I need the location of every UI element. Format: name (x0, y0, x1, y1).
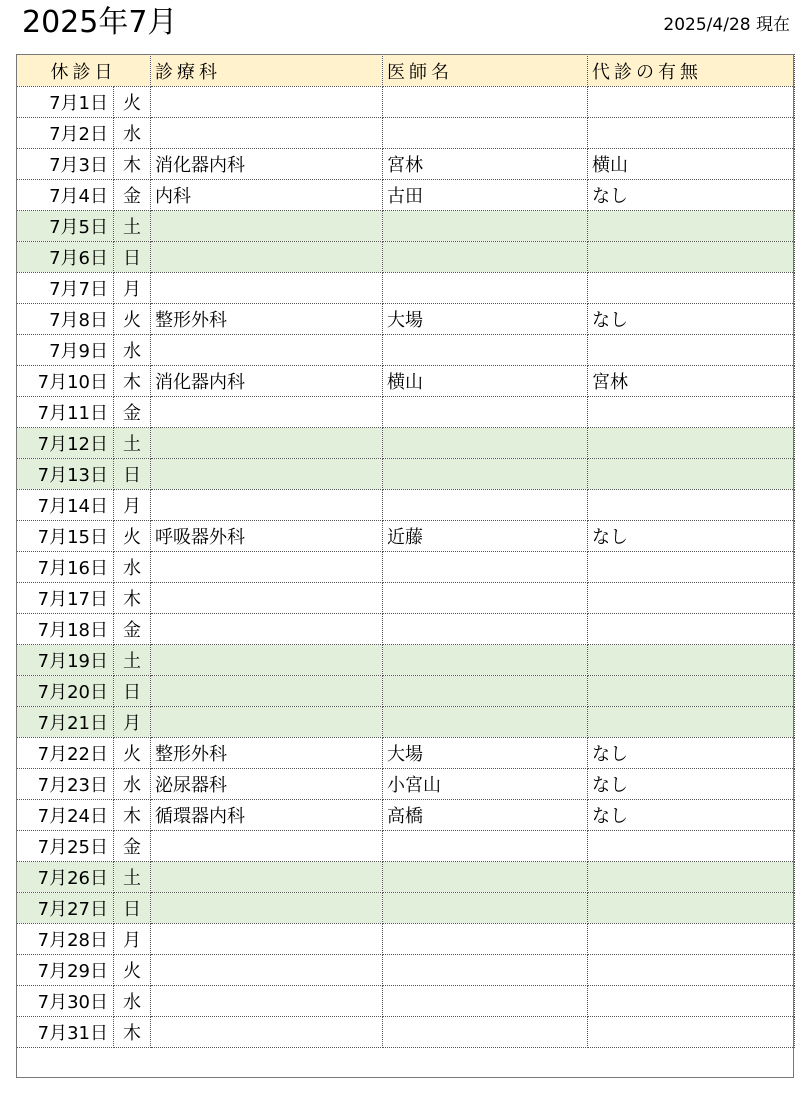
weekday-cell: 木 (114, 1017, 151, 1048)
date-cell: 7月28日 (17, 924, 114, 955)
substitute-cell (588, 986, 795, 1017)
table-row (17, 149, 795, 180)
table-row (17, 87, 795, 118)
department-cell: 呼吸器外科 (151, 521, 383, 552)
doctor-cell: 高橋 (383, 800, 588, 831)
weekday-cell: 日 (114, 242, 151, 273)
substitute-cell (588, 645, 795, 676)
weekday-cell: 火 (114, 304, 151, 335)
substitute-cell: なし (588, 521, 795, 552)
date-cell: 7月29日 (17, 955, 114, 986)
header-closure-date: 休診日 (17, 55, 151, 87)
date-cell: 7月17日 (17, 583, 114, 614)
weekday-cell: 水 (114, 552, 151, 583)
doctor-cell (383, 862, 588, 893)
date-cell: 7月3日 (17, 149, 114, 180)
substitute-cell (588, 707, 795, 738)
doctor-cell (383, 459, 588, 490)
doctor-cell (383, 242, 588, 273)
table-row (17, 118, 795, 149)
doctor-cell (383, 676, 588, 707)
date-cell: 7月18日 (17, 614, 114, 645)
table-row (17, 645, 795, 676)
department-cell (151, 583, 383, 614)
substitute-cell: 宮林 (588, 366, 795, 397)
department-cell (151, 335, 383, 366)
date-cell: 7月20日 (17, 676, 114, 707)
weekday-cell: 火 (114, 738, 151, 769)
table-row (17, 521, 795, 552)
doctor-cell (383, 924, 588, 955)
department-cell: 内科 (151, 180, 383, 211)
substitute-cell (588, 490, 795, 521)
weekday-cell: 木 (114, 149, 151, 180)
date-cell: 7月26日 (17, 862, 114, 893)
doctor-cell (383, 955, 588, 986)
department-cell (151, 397, 383, 428)
table-row (17, 738, 795, 769)
department-cell (151, 924, 383, 955)
date-cell: 7月30日 (17, 986, 114, 1017)
doctor-cell: 大場 (383, 304, 588, 335)
doctor-cell (383, 893, 588, 924)
table-row (17, 428, 795, 459)
table-row (17, 614, 795, 645)
table-row (17, 862, 795, 893)
table-row (17, 893, 795, 924)
weekday-cell: 木 (114, 366, 151, 397)
weekday-cell: 水 (114, 118, 151, 149)
weekday-cell: 日 (114, 459, 151, 490)
date-cell: 7月22日 (17, 738, 114, 769)
table-row (17, 831, 795, 862)
date-cell: 7月10日 (17, 366, 114, 397)
weekday-cell: 金 (114, 180, 151, 211)
department-cell (151, 428, 383, 459)
date-cell: 7月4日 (17, 180, 114, 211)
department-cell: 整形外科 (151, 738, 383, 769)
department-cell (151, 459, 383, 490)
weekday-cell: 土 (114, 645, 151, 676)
doctor-cell: 小宮山 (383, 769, 588, 800)
date-cell: 7月24日 (17, 800, 114, 831)
table-row (17, 273, 795, 304)
table-row (17, 397, 795, 428)
department-cell (151, 87, 383, 118)
weekday-cell: 日 (114, 676, 151, 707)
table-row (17, 769, 795, 800)
substitute-cell (588, 893, 795, 924)
doctor-cell (383, 1017, 588, 1048)
date-cell: 7月12日 (17, 428, 114, 459)
department-cell (151, 862, 383, 893)
substitute-cell (588, 614, 795, 645)
date-cell: 7月1日 (17, 87, 114, 118)
header-substitute: 代診の有無 (588, 55, 795, 87)
doctor-cell (383, 397, 588, 428)
table-row (17, 242, 795, 273)
doctor-cell: 横山 (383, 366, 588, 397)
date-cell: 7月13日 (17, 459, 114, 490)
doctor-cell (383, 645, 588, 676)
substitute-cell (588, 583, 795, 614)
department-cell (151, 552, 383, 583)
doctor-cell (383, 583, 588, 614)
weekday-cell: 金 (114, 831, 151, 862)
table-row (17, 180, 795, 211)
substitute-cell (588, 335, 795, 366)
weekday-cell: 水 (114, 769, 151, 800)
table-row (17, 707, 795, 738)
department-cell (151, 118, 383, 149)
table-row (17, 366, 795, 397)
table-row (17, 800, 795, 831)
department-cell (151, 645, 383, 676)
substitute-cell (588, 397, 795, 428)
closure-table (16, 54, 795, 1048)
table-header-row (17, 55, 795, 87)
doctor-cell (383, 831, 588, 862)
substitute-cell (588, 428, 795, 459)
date-cell: 7月31日 (17, 1017, 114, 1048)
date-cell: 7月21日 (17, 707, 114, 738)
date-cell: 7月8日 (17, 304, 114, 335)
substitute-cell (588, 459, 795, 490)
date-cell: 7月5日 (17, 211, 114, 242)
department-cell (151, 707, 383, 738)
department-cell: 消化器内科 (151, 149, 383, 180)
table-row (17, 924, 795, 955)
table-row (17, 335, 795, 366)
department-cell (151, 676, 383, 707)
date-cell: 7月6日 (17, 242, 114, 273)
weekday-cell: 土 (114, 862, 151, 893)
date-cell: 7月25日 (17, 831, 114, 862)
weekday-cell: 水 (114, 335, 151, 366)
header-department: 診療科 (151, 55, 383, 87)
doctor-cell (383, 211, 588, 242)
doctor-cell (383, 428, 588, 459)
date-cell: 7月15日 (17, 521, 114, 552)
substitute-cell: 横山 (588, 149, 795, 180)
table-row (17, 459, 795, 490)
doctor-cell (383, 273, 588, 304)
page-title: 2025年7月 (22, 5, 178, 40)
as-of-date: 2025/4/28 現在 (663, 15, 790, 35)
substitute-cell (588, 676, 795, 707)
date-cell: 7月19日 (17, 645, 114, 676)
weekday-cell: 土 (114, 428, 151, 459)
table-row (17, 304, 795, 335)
substitute-cell (588, 211, 795, 242)
department-cell (151, 273, 383, 304)
department-cell: 整形外科 (151, 304, 383, 335)
doctor-cell (383, 707, 588, 738)
weekday-cell: 月 (114, 490, 151, 521)
date-cell: 7月7日 (17, 273, 114, 304)
date-cell: 7月27日 (17, 893, 114, 924)
substitute-cell: なし (588, 769, 795, 800)
weekday-cell: 月 (114, 924, 151, 955)
table-row (17, 986, 795, 1017)
date-cell: 7月23日 (17, 769, 114, 800)
department-cell: 循環器内科 (151, 800, 383, 831)
table-row (17, 552, 795, 583)
weekday-cell: 木 (114, 800, 151, 831)
weekday-cell: 土 (114, 211, 151, 242)
doctor-cell: 宮林 (383, 149, 588, 180)
substitute-cell (588, 924, 795, 955)
doctor-cell (383, 552, 588, 583)
department-cell (151, 831, 383, 862)
weekday-cell: 火 (114, 87, 151, 118)
doctor-cell (383, 335, 588, 366)
weekday-cell: 金 (114, 614, 151, 645)
substitute-cell (588, 242, 795, 273)
weekday-cell: 金 (114, 397, 151, 428)
date-cell: 7月2日 (17, 118, 114, 149)
substitute-cell (588, 955, 795, 986)
doctor-cell: 近藤 (383, 521, 588, 552)
doctor-cell: 古田 (383, 180, 588, 211)
table-row (17, 955, 795, 986)
date-cell: 7月11日 (17, 397, 114, 428)
substitute-cell (588, 118, 795, 149)
table-row (17, 211, 795, 242)
doctor-cell (383, 490, 588, 521)
weekday-cell: 月 (114, 707, 151, 738)
table-row (17, 583, 795, 614)
department-cell: 泌尿器科 (151, 769, 383, 800)
weekday-cell: 日 (114, 893, 151, 924)
substitute-cell: なし (588, 800, 795, 831)
department-cell (151, 1017, 383, 1048)
date-cell: 7月16日 (17, 552, 114, 583)
substitute-cell (588, 862, 795, 893)
weekday-cell: 月 (114, 273, 151, 304)
date-cell: 7月14日 (17, 490, 114, 521)
doctor-cell (383, 118, 588, 149)
substitute-cell: なし (588, 738, 795, 769)
department-cell (151, 242, 383, 273)
department-cell: 消化器内科 (151, 366, 383, 397)
weekday-cell: 火 (114, 521, 151, 552)
date-cell: 7月9日 (17, 335, 114, 366)
weekday-cell: 木 (114, 583, 151, 614)
department-cell (151, 614, 383, 645)
substitute-cell (588, 831, 795, 862)
table-row (17, 490, 795, 521)
weekday-cell: 火 (114, 955, 151, 986)
substitute-cell (588, 273, 795, 304)
doctor-cell (383, 614, 588, 645)
table-row (17, 676, 795, 707)
department-cell (151, 211, 383, 242)
doctor-cell (383, 87, 588, 118)
header-doctor: 医師名 (383, 55, 588, 87)
substitute-cell (588, 87, 795, 118)
doctor-cell: 大場 (383, 738, 588, 769)
substitute-cell (588, 552, 795, 583)
table-row (17, 1017, 795, 1048)
substitute-cell: なし (588, 180, 795, 211)
department-cell (151, 955, 383, 986)
substitute-cell: なし (588, 304, 795, 335)
department-cell (151, 490, 383, 521)
department-cell (151, 986, 383, 1017)
substitute-cell (588, 1017, 795, 1048)
weekday-cell: 水 (114, 986, 151, 1017)
doctor-cell (383, 986, 588, 1017)
department-cell (151, 893, 383, 924)
